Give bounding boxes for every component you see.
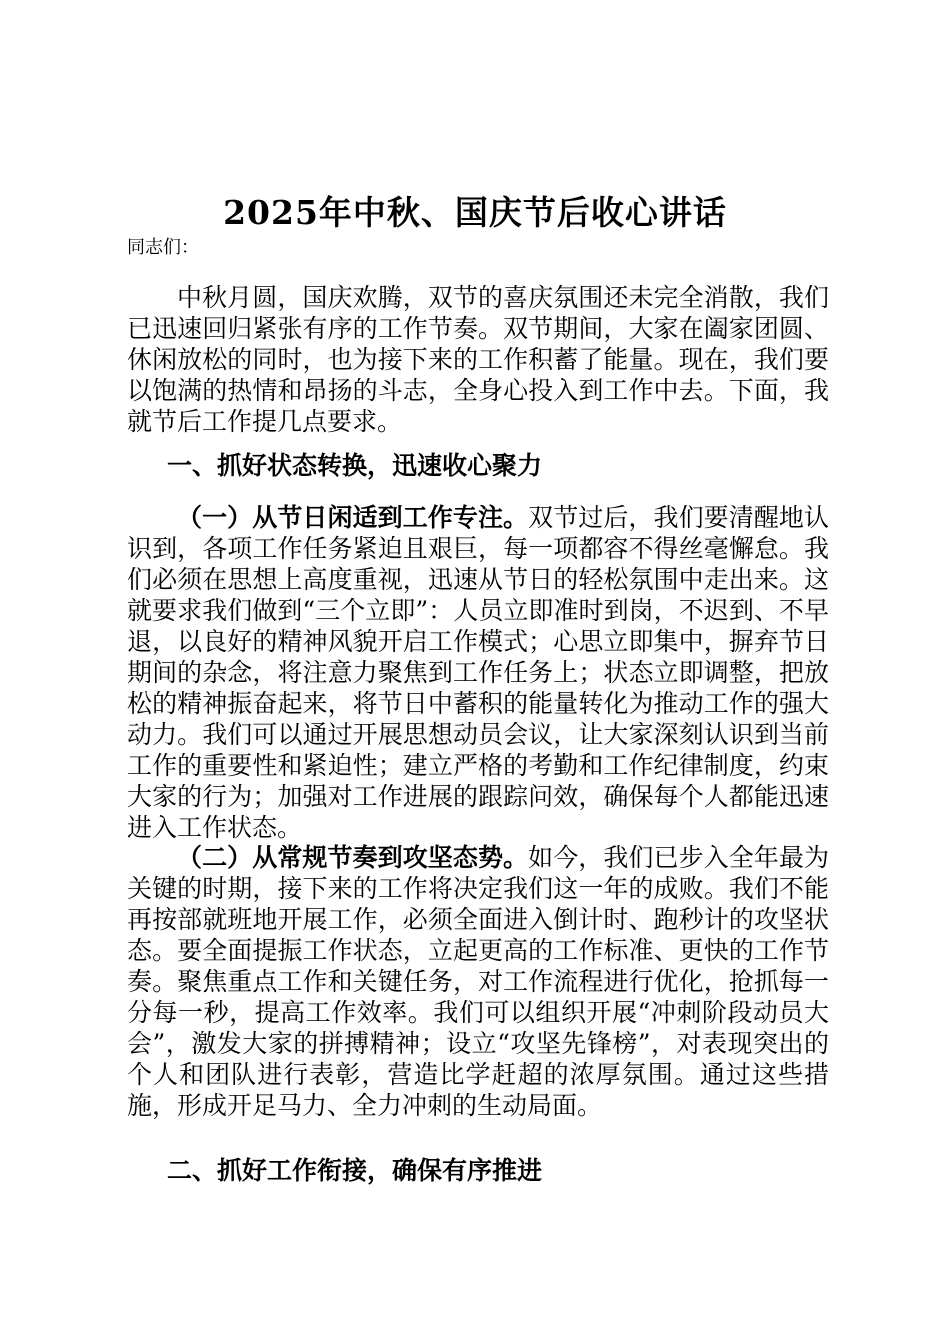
item-2-lead: （二）从常规节奏到攻坚态势。 xyxy=(177,843,529,872)
item-1-text: 双节过后，我们要清醒地认识到，各项工作任务紧迫且艰巨，每一项都容不得丝毫懈怠。我们必须在思想上高度重视，迅速从节日的轻松氛围中走出来。这就要求我们做到“三个立即”：人员立即准时到岗，不迟到、不早退，以良好的精神风貌开启工作模式；心思立即集中，摒弃节日期间的杂念，将注意力聚焦到工作任务上；状态立即调整，把放松的精神振奋起来，将节日中蓄积的能量转化为推动工作的强大动力。我们可以通过开展思想动员会议，让大家深刻认识到当前工作的重要性和紧迫性；建立严格的考勤和工作纪律制度，约束大家的行为；加强对工作进展的跟踪问效，确保每个人都能迅速进入工作状态。 xyxy=(127,503,829,842)
section-one-item-2 xyxy=(127,842,829,1121)
intro-paragraph: 中秋月圆，国庆欢腾，双节的喜庆氛围还未完全消散，我们已迅速回归紧张有序的工作节奏。双节期间，大家在阖家团圆、休闲放松的同时，也为接下来的工作积蓄了能量。现在，我们要以饱满的热情和昂扬的斗志，全身心投入到工作中去。下面，我就节后工作提几点要求。 xyxy=(127,283,829,436)
item-1-lead: （一）从节日闲适到工作专注。 xyxy=(177,503,529,532)
section-two-heading: 二、抓好工作衔接，确保有序推进 xyxy=(167,1156,543,1185)
document-title: 2025年中秋、国庆节后收心讲话 xyxy=(223,193,727,233)
item-2-text: 如今，我们已步入全年最为关键的时期，接下来的工作将决定我们这一年的成败。我们不能再按部就班地开展工作，必须全面进入倒计时、跑秒计的攻坚状态。要全面提振工作状态，立起更高的工作标准、更快的工作节奏。聚焦重点工作和关键任务，对工作流程进行优化，抢抓每一分每一秒，提高工作效率。我们可以组织开展“冲刺阶段动员大会”，激发大家的拼搏精神；设立“攻坚先锋榜”，对表现突出的个人和团队进行表彰，营造比学赶超的浓厚氛围。通过这些措施，形成开足马力、全力冲刺的生动局面。 xyxy=(127,843,829,1120)
salutation: 同志们： xyxy=(127,237,199,258)
section-one-heading: 一、抓好状态转换，迅速收心聚力 xyxy=(167,451,543,480)
section-one-item-1 xyxy=(127,502,829,843)
